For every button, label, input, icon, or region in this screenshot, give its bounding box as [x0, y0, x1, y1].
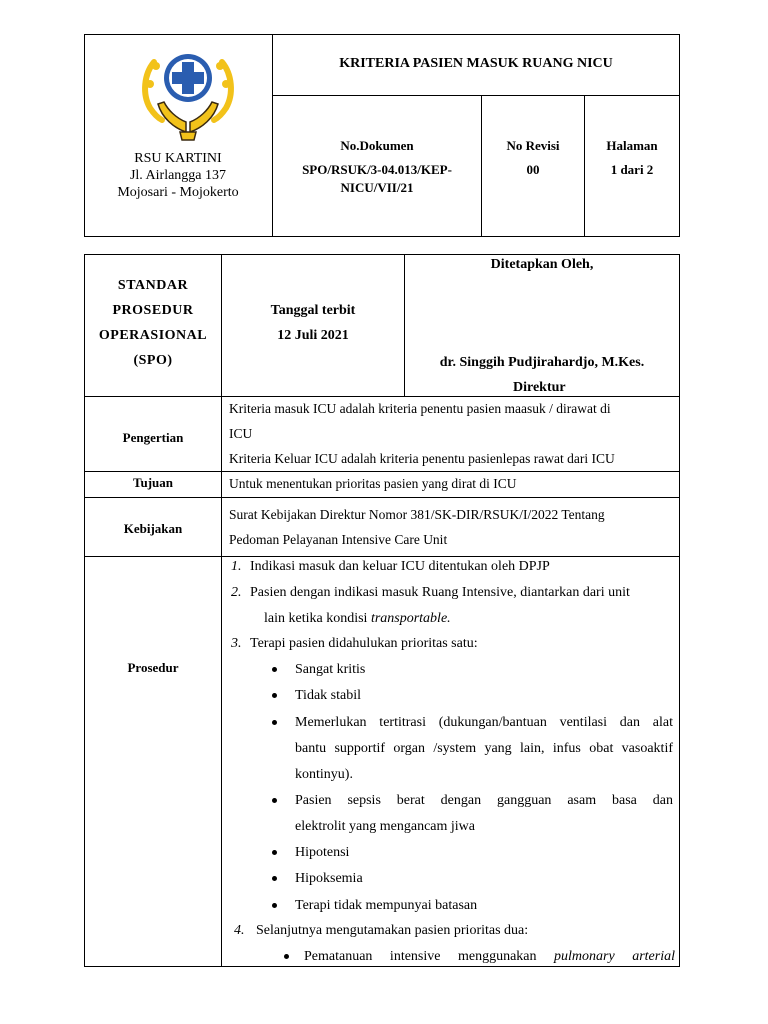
bullet-dot — [272, 798, 277, 803]
kebijakan-line2: Pedoman Pelayanan Intensive Care Unit — [229, 532, 448, 547]
revision-label: No Revisi — [506, 138, 560, 153]
bullet-terapi-batasan: Terapi tidak mempunyai batasan — [295, 898, 478, 913]
bullet-hipotensi: Hipotensi — [295, 845, 350, 860]
bullet-pematanuan: Pematanuan intensive menggunakan — [304, 949, 555, 964]
revision-value: 00 — [526, 162, 540, 177]
item3-number: 3. — [231, 636, 242, 651]
institution-name: RSU KARTINI — [134, 151, 222, 166]
spo-title-line3: OPERASIONAL — [98, 328, 208, 343]
item4-number: 4. — [234, 923, 245, 938]
bullet-dot — [272, 850, 277, 855]
page-label: Halaman — [606, 138, 658, 153]
item4-text: Selanjutnya mengutamakan pasien prioritas dua: — [256, 923, 529, 938]
hospital-logo-icon — [140, 44, 236, 144]
bullet-tertitrasi-line3: kontinyu). — [295, 767, 353, 782]
pengertian-line2: ICU — [229, 426, 253, 441]
pengertian-line3: Kriteria Keluar ICU adalah kriteria penentu pasienlepas rawat dari ICU — [229, 451, 615, 466]
item2-line2-italic: transportable. — [370, 611, 451, 626]
issue-date-label: Tanggal terbit — [270, 303, 356, 318]
institution-address-line2: Mojosari - Mojokerto — [117, 185, 239, 200]
bullet-hipoksemia: Hipoksemia — [295, 871, 363, 886]
bullet-tertitrasi-line2: bantu supportif organ /system yang lain, infus obat vasoaktif — [295, 741, 673, 756]
spo-title-line2: PROSEDUR — [112, 303, 194, 318]
signer-title: Direktur — [513, 380, 566, 395]
issue-date-value: 12 Juli 2021 — [277, 328, 349, 343]
bullet-dot — [272, 903, 277, 908]
bullet-sangat-kritis: Sangat kritis — [295, 662, 366, 677]
item1-text: Indikasi masuk dan keluar ICU ditentukan oleh DPJP — [250, 559, 550, 574]
bullet-dot — [272, 720, 277, 725]
bullet-dot — [272, 667, 277, 672]
item1-number: 1. — [231, 559, 242, 574]
institution-address-line1: Jl. Airlangga 137 — [129, 168, 227, 183]
spo-title-line1: STANDAR — [117, 278, 189, 293]
set-by-label: Ditetapkan Oleh, — [490, 257, 594, 272]
pengertian-line1: Kriteria masuk ICU adalah kriteria penentu pasien maasuk / dirawat di — [229, 401, 611, 416]
spo-title-line4: (SPO) — [133, 353, 173, 368]
bullet-sepsis-line1: Pasien sepsis berat dengan gangguan asam basa dan — [295, 793, 673, 808]
prosedur-label: Prosedur — [127, 660, 179, 675]
item2-number: 2. — [231, 585, 242, 600]
bullet-pematanuan-italic: pulmonary arterial — [554, 949, 675, 964]
bullet-sepsis-line2: elektrolit yang mengancam jiwa — [295, 819, 475, 834]
kebijakan-label: Kebijakan — [123, 521, 183, 536]
bullet-tertitrasi-line1: Memerlukan tertitrasi (dukungan/bantuan ventilasi dan alat — [295, 715, 673, 730]
item2-line2: lain ketika kondisi — [264, 611, 371, 626]
bullet-dot — [272, 693, 277, 698]
tujuan-label: Tujuan — [133, 475, 173, 490]
bullet-dot — [284, 954, 289, 959]
doc-number-label: No.Dokumen — [340, 138, 414, 153]
pengertian-label: Pengertian — [122, 430, 184, 445]
item2-line1: Pasien dengan indikasi masuk Ruang Intensive, diantarkan dari unit — [250, 585, 630, 600]
bullet-tidak-stabil: Tidak stabil — [295, 688, 361, 703]
document-title: KRITERIA PASIEN MASUK RUANG NICU — [339, 56, 613, 71]
item3-text: Terapi pasien didahulukan prioritas satu: — [250, 636, 478, 651]
signer-name: dr. Singgih Pudjirahardjo, M.Kes. — [439, 355, 645, 370]
page-value: 1 dari 2 — [610, 162, 654, 177]
bullet-dot — [272, 876, 277, 881]
tujuan-text: Untuk menentukan prioritas pasien yang dirat di ICU — [229, 476, 517, 491]
kebijakan-line1: Surat Kebijakan Direktur Nomor 381/SK-DIR/RSUK/I/2022 Tentang — [229, 507, 605, 522]
doc-number-line1: SPO/RSUK/3-04.013/KEP- — [302, 162, 452, 177]
doc-number-line2: NICU/VII/21 — [340, 180, 414, 195]
